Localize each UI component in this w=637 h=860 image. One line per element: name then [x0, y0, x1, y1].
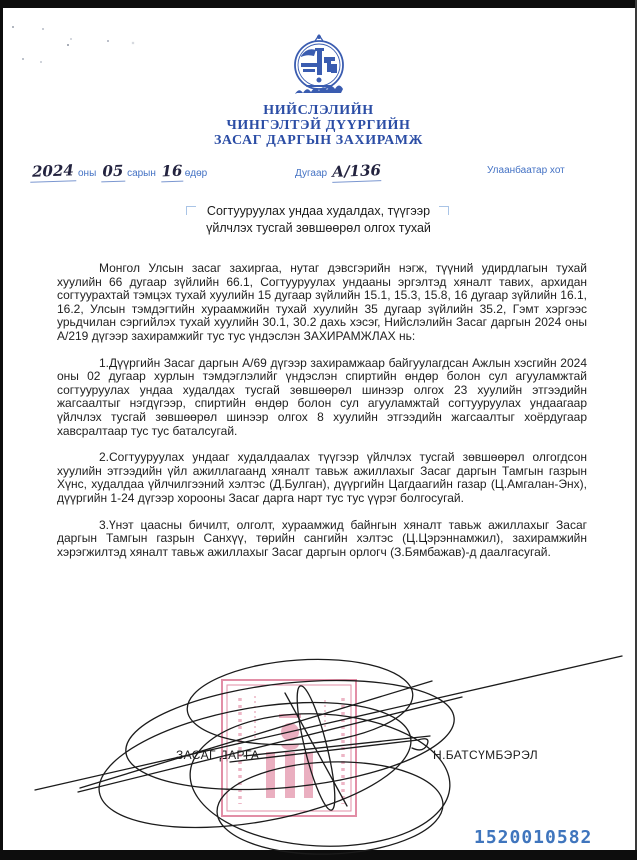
- handwritten-decree-number: А/136: [331, 161, 382, 181]
- date-number-line: [0, 158, 637, 188]
- corner-bracket-right-icon: [439, 206, 449, 215]
- decree-number-field: [295, 161, 383, 182]
- org-header: [0, 103, 637, 148]
- corner-bracket-left-icon: [186, 206, 196, 215]
- signer-name: Н.БАТСҮМБЭРЭЛ: [433, 748, 539, 762]
- title-line-1: Согтууруулах ундаа худалдах, түүгээр: [206, 204, 431, 218]
- handwritten-year: 2024: [31, 161, 75, 181]
- day-label: өдөр: [184, 168, 208, 179]
- title-line-2: үйлчлэх тусгай зөвшөөрөл олгох тухай: [206, 220, 431, 235]
- preamble-paragraph: Монгол Улсын засаг захиргаа, нутаг дэвсгэрийн нэгж, түүний удирдлагын тухай хуулийн 66 дугаар зүйлийн 66.1, Согтууруулах ундааны эргэлтэд хяналт тавих, архидан согтуурахтай тэмцэх тухай хуулийн 15 дугаар зүйлийн 15.1, 15.3, 15.8, 16 дугаар зүйлийн 16.1, 16.2, Улсын тэмдэгтийн хураамжийн тухай хуулийн 35 дугаар зүйлийн 35.2, Гэмт хэргээс урьдчилан сэргийлэх тухай хуулийн 30.1, 30.2 дахь хэсэг, Нийслэлийн Засаг даргын 2024 оны А/219 дүгээр захирамжийг тус тус үндэслэн ЗАХИРАМЖЛАХ нь:: [57, 261, 587, 343]
- city-label: Улаанбаатар хот: [487, 165, 565, 176]
- serial-number-stamp: 1520010582: [474, 827, 593, 848]
- decree-title-block: [0, 203, 637, 236]
- year-label: оны: [78, 168, 97, 179]
- official-stamp-soyombo: [266, 714, 313, 798]
- state-emblem-icon: [0, 32, 637, 100]
- org-line-decree: ЗАСАГ ДАРГЫН ЗАХИРАМЖ: [213, 133, 424, 148]
- decree-body: [57, 262, 587, 572]
- date-fields: [28, 161, 208, 182]
- clause-3: 3.Үнэт цаасны бичилт, олголт, хураамжид байнгын хяналт тавьж ажиллахыг Засаг даргын Тамгын газрын Санхүү, төрийн сангийн хэлтэс (Ц.Цэрэннамжил), захирамжийн хэрэгжилтэд хяналт тавьж ажиллахыг Засаг даргын орлогч (З.Бямбажав)-д даалгасугай.: [57, 517, 587, 559]
- signer-position-label: ЗАСАГ ДАРГА: [176, 748, 260, 762]
- org-line-district: ЧИНГЭЛТЭЙ ДҮҮРГИЙН: [226, 118, 411, 133]
- handwritten-day: 16: [160, 161, 183, 181]
- pencil-specks: [12, 26, 14, 28]
- scan-edge-top: [0, 0, 637, 8]
- handwritten-month: 05: [102, 161, 124, 181]
- clause-1: 1.Дүүргийн Засаг даргын А/69 дүгээр захирамжаар байгуулагдсан Ажлын хэсгийн 2024 оны 02 дугаар хурлын тэмдэглэлийг үндэслэн спиртийн өндөр болон сул агууламжтай согтууруулах ундаа худалдах тусгай зөвшөөрөл шинээр олгох 23 хуулийн этгээдийн жагсаалтыг нэгдүгээр, спиртийн өндөр болон сул агууламжтай согтууруулах ундаагаар үйлчлэх тусгай зөвшөөрөл шинээр олгох 8 хуулийн этгээдийн жагсаалтыг хоёрдугаар хавсралтаар тус тус баталсугай.: [57, 355, 587, 438]
- month-label: сарын: [127, 168, 156, 179]
- clause-2: 2.Согтууруулах ундааг худалдаалах түүгээр үйлчлэх тусгай зөвшөөрөл олгогдсон хуулийн этгээдийн үйл ажиллагаанд хяналт тавьж ажиллахыг Засаг даргын Тамгын газрын Хүнс, худалдаа үйлчилгээний хэлтэс (Д.Булган), дүүргийн Цагдаагийн газар (Ц.Амгалан-Энх), дүүргийн 1-24 дүгээр хорооны Засаг дарга нарт тус тус үүрэг болгосугай.: [57, 450, 587, 505]
- signature-zone: [0, 640, 637, 855]
- decree-title: [206, 203, 431, 236]
- org-line-city: НИЙСЛЭЛИЙН: [263, 103, 374, 118]
- number-label: Дугаар: [295, 168, 328, 179]
